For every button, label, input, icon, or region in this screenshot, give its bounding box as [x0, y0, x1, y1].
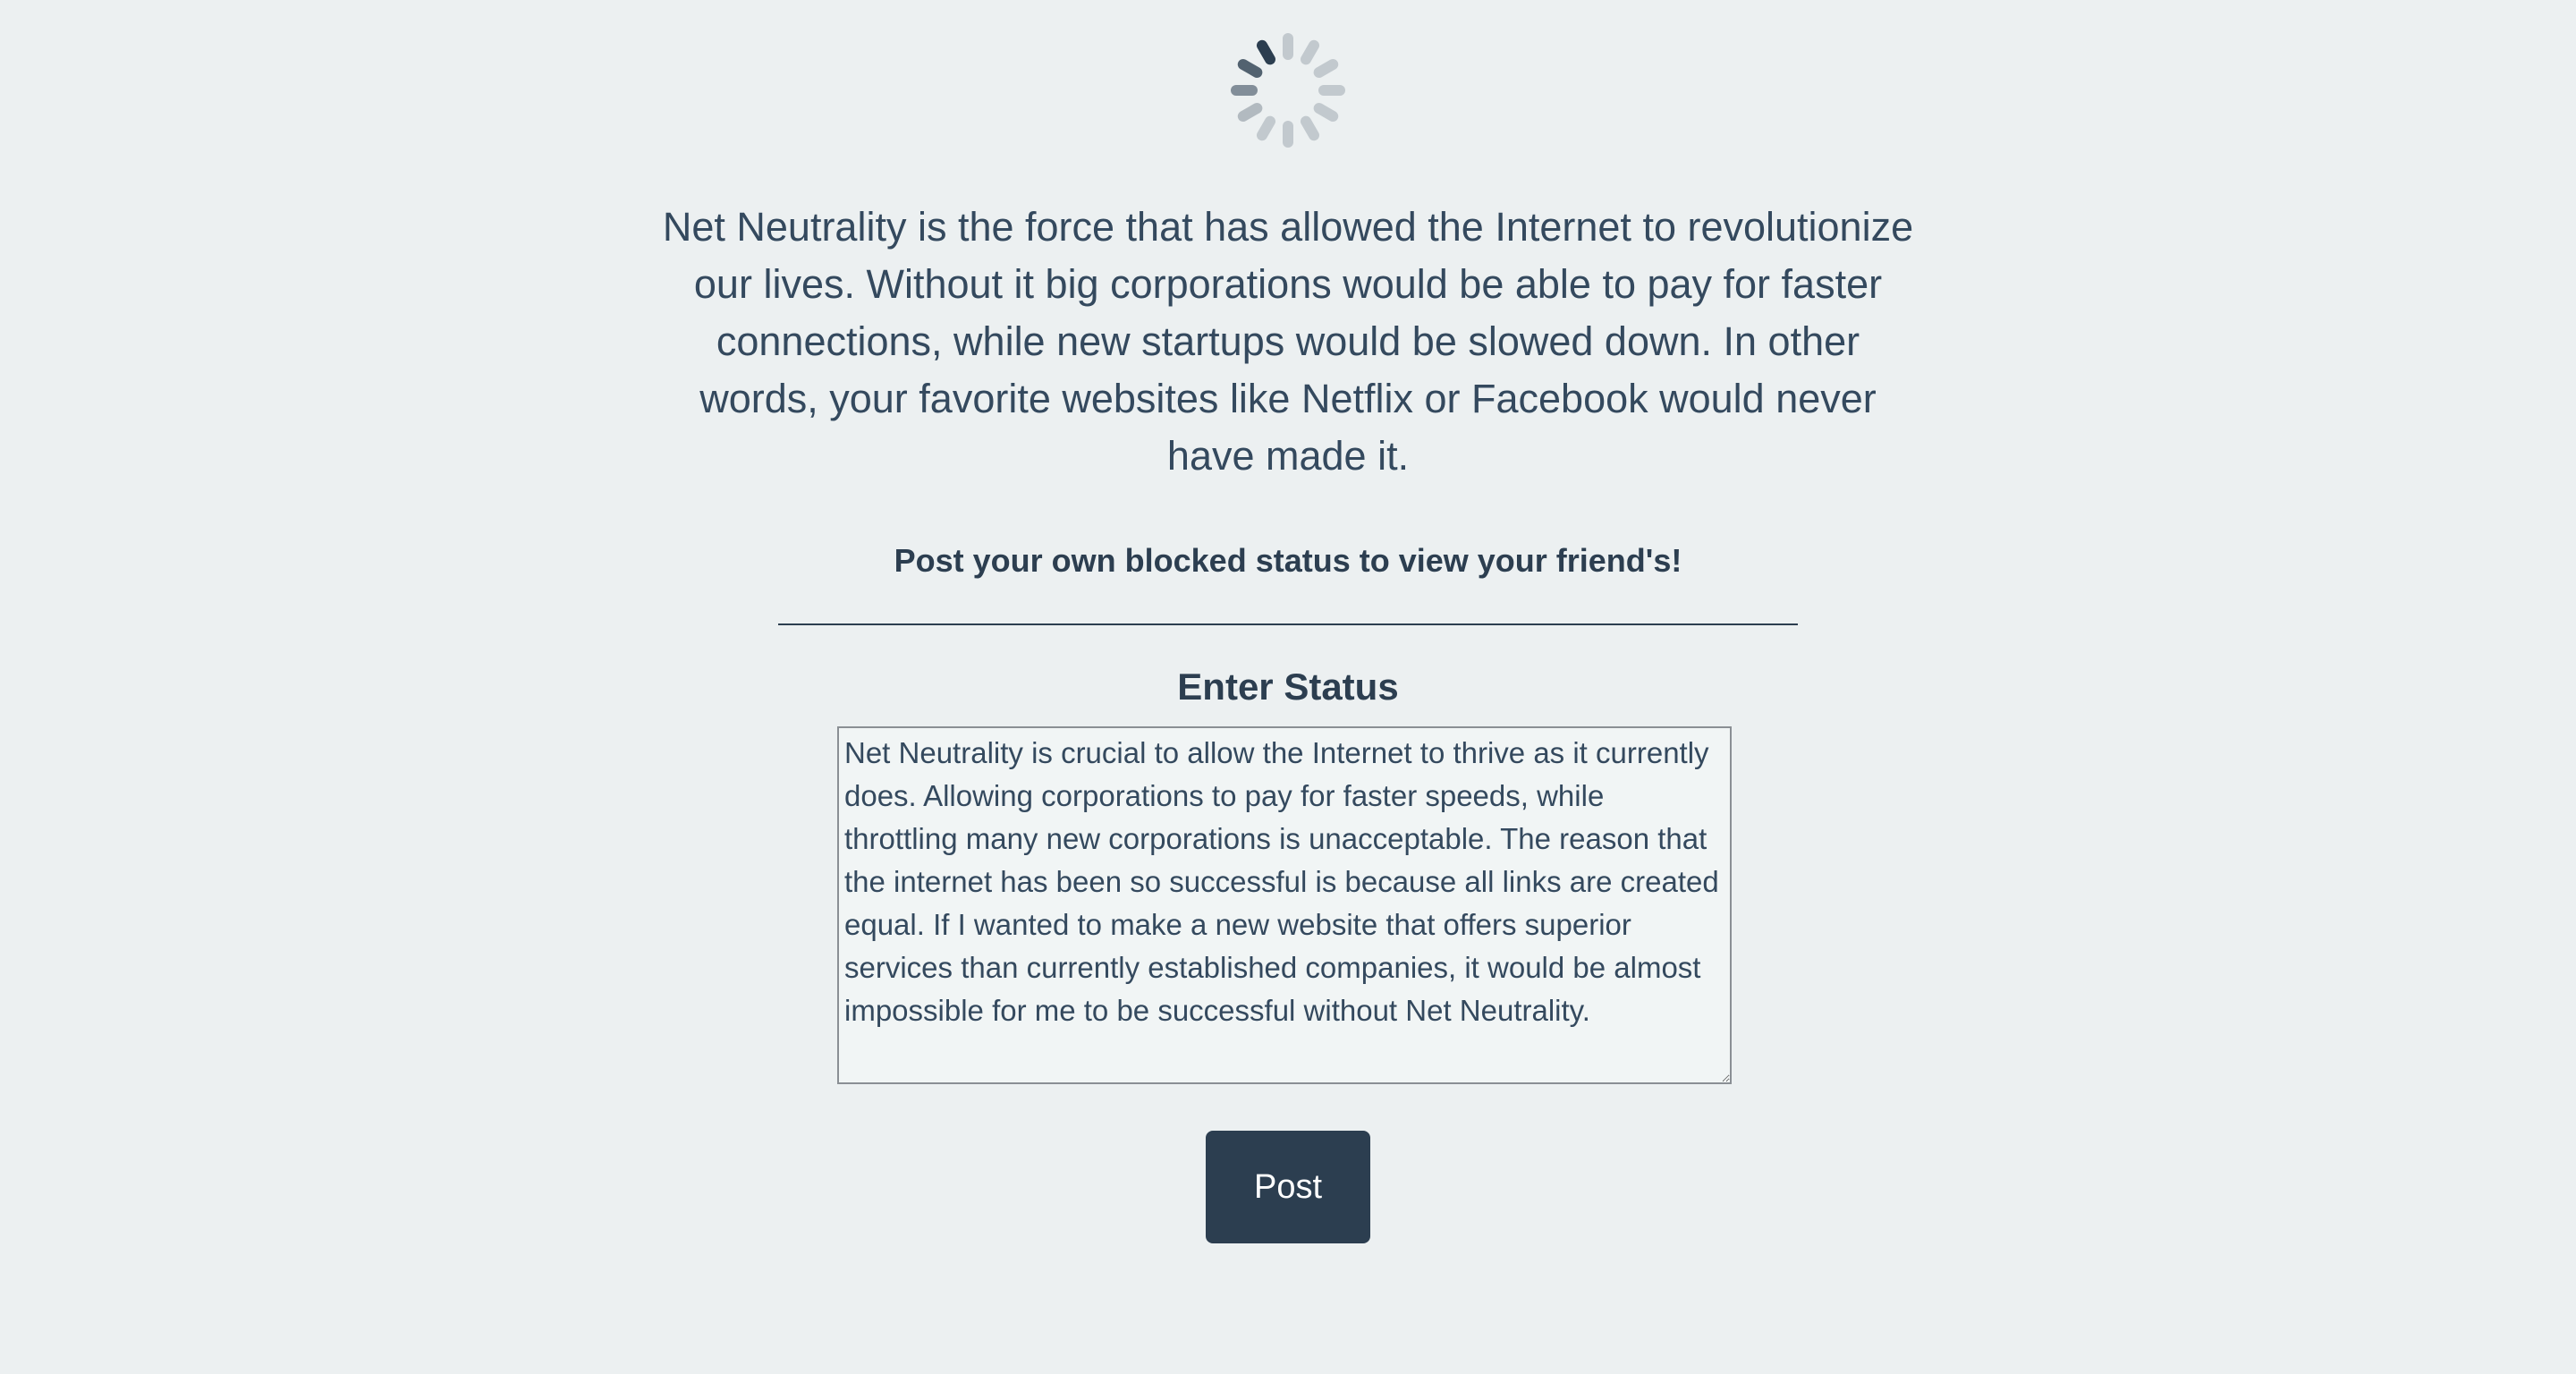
status-textarea[interactable]: [837, 726, 1732, 1084]
spinner-spoke: [1255, 114, 1277, 142]
spinner-spoke: [1255, 38, 1277, 67]
spinner-spoke: [1299, 114, 1321, 142]
spinner-spoke: [1231, 85, 1258, 96]
spinner-spoke: [1299, 38, 1321, 67]
enter-status-title: Enter Status: [1177, 666, 1399, 708]
spinner-spoke: [1236, 57, 1265, 80]
post-prompt: Post your own blocked status to view your friend's!: [894, 542, 1682, 579]
section-divider: [778, 623, 1798, 625]
spinner-spoke: [1283, 33, 1293, 60]
post-button[interactable]: Post: [1206, 1131, 1370, 1243]
spinner-spoke: [1318, 85, 1345, 96]
spinner-spoke: [1311, 57, 1340, 80]
spinner-spoke: [1283, 121, 1293, 148]
spinner-spoke: [1311, 101, 1340, 123]
intro-paragraph: Net Neutrality is the force that has allowed the Internet to revolutionize our lives. Without it big corporations would be able to pay for faster connections, while new startups would be slowed down. In other words, your favorite websites like Netflix or Facebook would never have made it.: [662, 204, 1914, 479]
spinner-spoke: [1236, 101, 1265, 123]
